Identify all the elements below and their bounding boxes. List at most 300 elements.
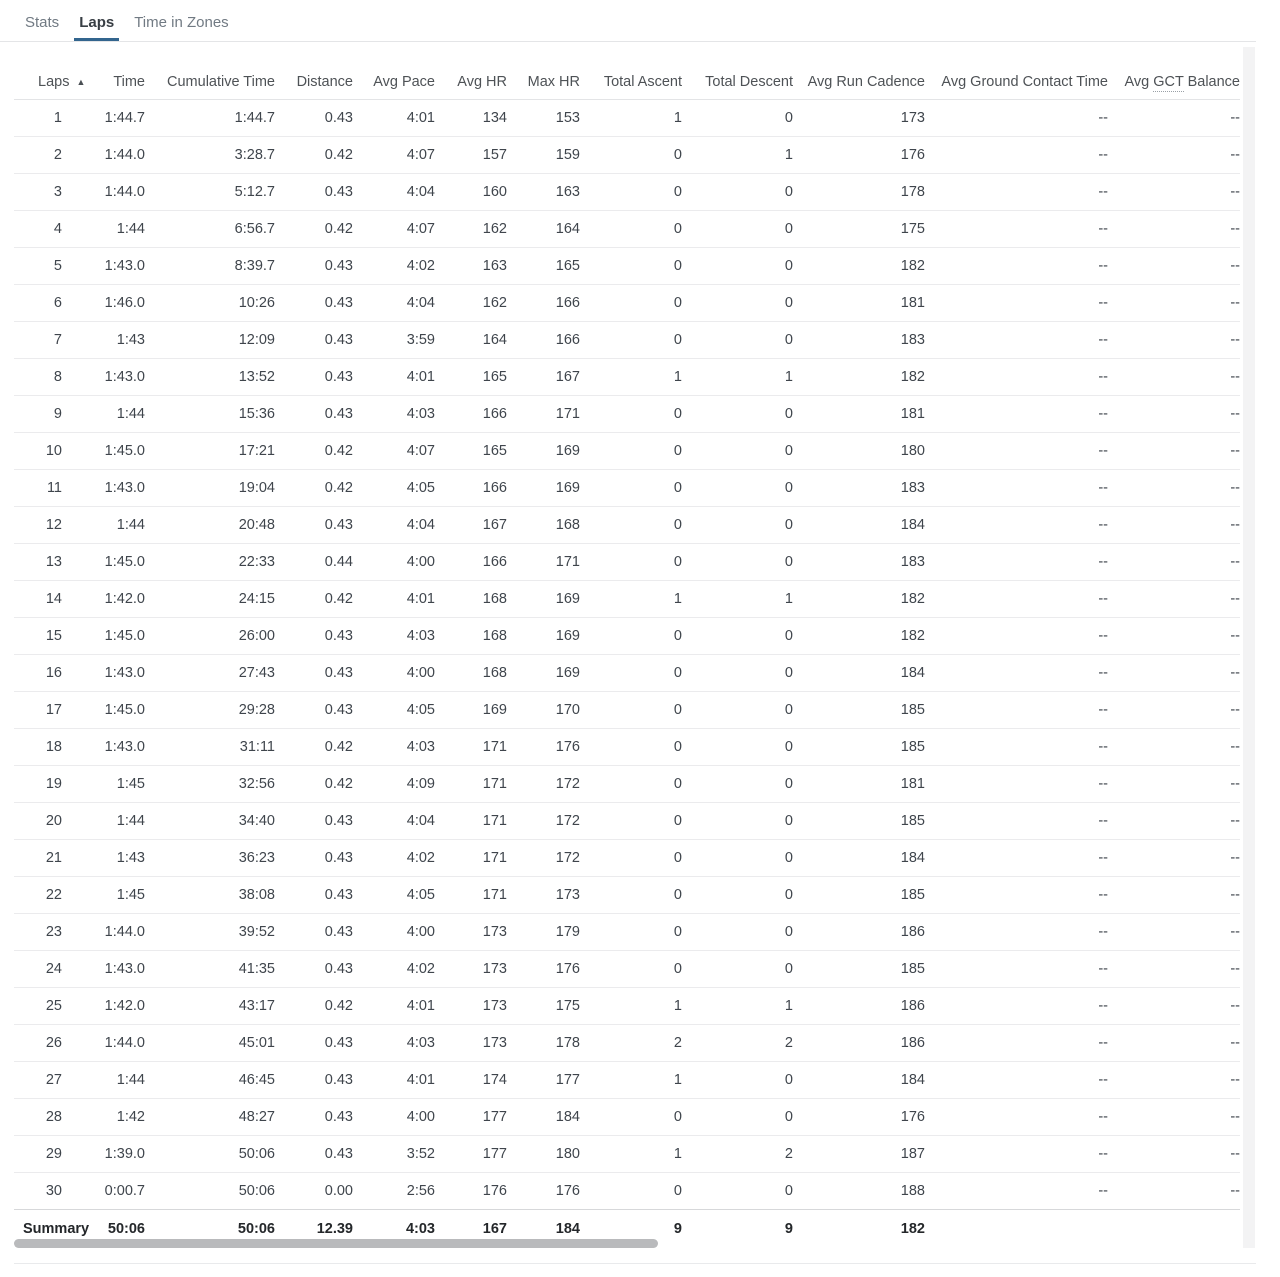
lap-cell: -- bbox=[1108, 1099, 1240, 1136]
lap-row-28 bbox=[14, 1099, 1240, 1136]
lap-cell: 4:01 bbox=[353, 581, 435, 618]
gct-abbreviation: GCT bbox=[1153, 73, 1184, 90]
lap-cell: 183 bbox=[793, 470, 925, 507]
lap-cell: 178 bbox=[793, 174, 925, 211]
lap-cell: 185 bbox=[793, 729, 925, 766]
lap-cell: 1 bbox=[682, 988, 793, 1025]
lap-cell: 0 bbox=[682, 803, 793, 840]
lap-cell: 4:07 bbox=[353, 211, 435, 248]
horizontal-scrollbar-thumb[interactable] bbox=[14, 1239, 658, 1248]
lap-cell: 172 bbox=[507, 766, 580, 803]
lap-cell: 0.43 bbox=[275, 803, 353, 840]
lap-cell: -- bbox=[1108, 951, 1240, 988]
lap-cell: 1:44.0 bbox=[62, 914, 145, 951]
lap-cell: 184 bbox=[793, 507, 925, 544]
lap-cell: 8 bbox=[14, 359, 62, 396]
lap-cell: -- bbox=[925, 396, 1108, 433]
lap-cell: 169 bbox=[507, 618, 580, 655]
lap-cell: 0.00 bbox=[324, 1183, 353, 1199]
lap-cell: 0 bbox=[580, 322, 682, 359]
lap-cell: 0 bbox=[580, 396, 682, 433]
lap-cell: 14 bbox=[14, 581, 62, 618]
lap-cell: 24:15 bbox=[145, 581, 275, 618]
lap-row-24 bbox=[14, 951, 1240, 988]
lap-cell: 0.43 bbox=[275, 396, 353, 433]
lap-cell: 4:03 bbox=[353, 396, 435, 433]
lap-cell: 1:45.0 bbox=[62, 433, 145, 470]
lap-cell: 0 bbox=[682, 248, 793, 285]
lap-cell: 165 bbox=[435, 359, 507, 396]
lap-cell: 187 bbox=[793, 1136, 925, 1173]
lap-cell: 1:43.0 bbox=[62, 729, 145, 766]
lap-cell: -- bbox=[925, 137, 1108, 174]
lap-cell: 1:44 bbox=[62, 211, 145, 248]
lap-cell: 0 bbox=[580, 1099, 682, 1136]
lap-cell: 0 bbox=[682, 211, 793, 248]
lap-cell: 1 bbox=[580, 1062, 682, 1099]
lap-row-9 bbox=[14, 396, 1240, 433]
lap-cell: 6:56.7 bbox=[145, 211, 275, 248]
lap-cell: 171 bbox=[507, 396, 580, 433]
lap-cell: 11 bbox=[14, 470, 62, 507]
sort-ascending-icon: ▲ bbox=[76, 76, 86, 87]
lap-cell: -- bbox=[1108, 137, 1240, 174]
lap-cell: 1:45 bbox=[62, 766, 145, 803]
lap-cell: 172 bbox=[507, 803, 580, 840]
lap-cell: 182 bbox=[793, 248, 925, 285]
lap-cell: -- bbox=[1108, 544, 1240, 581]
lap-cell: 188 bbox=[900, 1183, 925, 1199]
lap-cell: 0 bbox=[580, 840, 682, 877]
tab-time-in-zones[interactable]: Time in Zones bbox=[134, 14, 229, 31]
lap-cell: 178 bbox=[507, 1025, 580, 1062]
lap-cell: -- bbox=[925, 359, 1108, 396]
lap-cell: 0 bbox=[682, 1099, 793, 1136]
lap-cell: 0 bbox=[682, 470, 793, 507]
lap-cell: 4:04 bbox=[353, 803, 435, 840]
lap-row-25 bbox=[14, 988, 1240, 1025]
lap-cell: 1:44 bbox=[62, 396, 145, 433]
lap-cell: 171 bbox=[507, 544, 580, 581]
lap-cell: 4:01 bbox=[353, 988, 435, 1025]
lap-cell: 4:05 bbox=[353, 692, 435, 729]
lap-cell: 13 bbox=[14, 544, 62, 581]
lap-cell: 174 bbox=[435, 1062, 507, 1099]
lap-cell: 36:23 bbox=[145, 840, 275, 877]
lap-cell: 173 bbox=[435, 951, 507, 988]
lap-cell: 38:08 bbox=[145, 877, 275, 914]
lap-cell: 181 bbox=[793, 766, 925, 803]
lap-cell: -- bbox=[925, 174, 1108, 211]
summary-cell: 182 bbox=[793, 1210, 925, 1248]
lap-cell: 173 bbox=[507, 877, 580, 914]
lap-cell: 1 bbox=[14, 100, 62, 137]
lap-row-3 bbox=[14, 174, 1240, 211]
lap-cell: 1:43.0 bbox=[62, 248, 145, 285]
lap-cell: 15:36 bbox=[145, 396, 275, 433]
lap-cell: 1:44 bbox=[62, 803, 145, 840]
lap-row-5 bbox=[14, 248, 1240, 285]
lap-cell: 1:45.0 bbox=[62, 692, 145, 729]
lap-cell: -- bbox=[1108, 285, 1240, 322]
lap-cell: 175 bbox=[793, 211, 925, 248]
column-header-avg-hr[interactable]: Avg HR bbox=[435, 64, 507, 100]
lap-cell: 0 bbox=[682, 914, 793, 951]
lap-cell: 1:42 bbox=[62, 1099, 145, 1136]
lap-cell: -- bbox=[925, 729, 1108, 766]
lap-cell: 177 bbox=[435, 1136, 507, 1173]
lap-cell: 50:06 bbox=[145, 1136, 275, 1173]
lap-cell: -- bbox=[1108, 766, 1240, 803]
lap-row-19 bbox=[14, 766, 1240, 803]
lap-cell: 0 bbox=[682, 766, 793, 803]
lap-cell: -- bbox=[925, 914, 1108, 951]
lap-cell: 3 bbox=[14, 174, 62, 211]
lap-cell: 4 bbox=[14, 211, 62, 248]
lap-cell: 26:00 bbox=[145, 618, 275, 655]
lap-cell: 185 bbox=[793, 692, 925, 729]
lap-cell: -- bbox=[925, 877, 1108, 914]
lap-cell: -- bbox=[1108, 433, 1240, 470]
lap-cell: -- bbox=[1108, 988, 1240, 1025]
lap-cell: -- bbox=[925, 1099, 1108, 1136]
lap-cell: 157 bbox=[435, 137, 507, 174]
lap-cell: 163 bbox=[507, 174, 580, 211]
lap-cell: 2 bbox=[682, 1136, 793, 1173]
lap-cell: 30 bbox=[45, 1183, 62, 1199]
lap-cell: 48:27 bbox=[145, 1099, 275, 1136]
lap-cell: 184 bbox=[507, 1099, 580, 1136]
lap-cell: 186 bbox=[793, 988, 925, 1025]
lap-cell: 3:52 bbox=[353, 1136, 435, 1173]
lap-cell: 1:44.0 bbox=[62, 1025, 145, 1062]
lap-cell: 185 bbox=[793, 877, 925, 914]
lap-cell: 28 bbox=[14, 1099, 62, 1136]
lap-cell: 0 bbox=[682, 840, 793, 877]
tab-bar bbox=[0, 0, 1256, 42]
lap-cell: 0.43 bbox=[275, 322, 353, 359]
lap-row-2 bbox=[14, 137, 1240, 174]
lap-cell: 1 bbox=[682, 137, 793, 174]
lap-cell: 0.43 bbox=[275, 618, 353, 655]
lap-cell: 1:43.0 bbox=[62, 951, 145, 988]
lap-cell: -- bbox=[925, 988, 1108, 1025]
lap-cell: 1:45.0 bbox=[62, 544, 145, 581]
lap-cell: 185 bbox=[793, 803, 925, 840]
lap-row-17 bbox=[14, 692, 1240, 729]
summary-cell: 50:06 bbox=[145, 1210, 275, 1248]
lap-row-7 bbox=[14, 322, 1240, 359]
lap-cell: 167 bbox=[507, 359, 580, 396]
lap-cell: 0.43 bbox=[275, 248, 353, 285]
lap-cell: -- bbox=[1108, 729, 1240, 766]
lap-row-1 bbox=[14, 100, 1240, 137]
lap-cell: 0:00.7 bbox=[104, 1183, 145, 1199]
lap-row-11 bbox=[14, 470, 1240, 507]
lap-cell: 179 bbox=[507, 914, 580, 951]
lap-cell: -- bbox=[1108, 692, 1240, 729]
lap-cell: 183 bbox=[793, 322, 925, 359]
lap-cell: -- bbox=[925, 1025, 1108, 1062]
lap-cell: 164 bbox=[507, 211, 580, 248]
lap-cell: 0.42 bbox=[275, 729, 353, 766]
lap-cell: 22 bbox=[14, 877, 62, 914]
lap-cell: 176 bbox=[555, 1183, 580, 1199]
lap-row-8 bbox=[14, 359, 1240, 396]
lap-cell: 176 bbox=[507, 951, 580, 988]
lap-cell: 1:43.0 bbox=[62, 470, 145, 507]
lap-cell: 0.43 bbox=[275, 174, 353, 211]
column-header-laps[interactable]: Laps ▲ bbox=[14, 64, 62, 100]
lap-cell: 182 bbox=[793, 618, 925, 655]
lap-cell: 0.44 bbox=[275, 544, 353, 581]
lap-cell: 17:21 bbox=[145, 433, 275, 470]
lap-cell: 0 bbox=[682, 433, 793, 470]
lap-cell: 0 bbox=[580, 692, 682, 729]
lap-cell: 171 bbox=[435, 766, 507, 803]
lap-cell: -- bbox=[1108, 211, 1240, 248]
lap-cell: 166 bbox=[507, 322, 580, 359]
lap-cell: 12 bbox=[14, 507, 62, 544]
lap-cell: 4:00 bbox=[353, 1099, 435, 1136]
lap-cell: 1:44.0 bbox=[62, 174, 145, 211]
lap-cell: 4:02 bbox=[353, 248, 435, 285]
lap-cell: 0.42 bbox=[275, 433, 353, 470]
lap-cell: 4:00 bbox=[353, 544, 435, 581]
lap-cell: 0.43 bbox=[275, 951, 353, 988]
lap-cell: 4:03 bbox=[353, 618, 435, 655]
lap-cell: 183 bbox=[793, 544, 925, 581]
lap-row-4 bbox=[14, 211, 1240, 248]
lap-cell: 15 bbox=[14, 618, 62, 655]
lap-cell: 0 bbox=[682, 174, 793, 211]
lap-row-16 bbox=[14, 655, 1240, 692]
lap-cell: -- bbox=[1108, 840, 1240, 877]
column-header-total-descent[interactable]: Total Descent bbox=[682, 64, 793, 100]
lap-cell: 1 bbox=[580, 359, 682, 396]
lap-cell: 0.43 bbox=[275, 1062, 353, 1099]
lap-row-21 bbox=[14, 840, 1240, 877]
lap-cell: 0 bbox=[682, 100, 793, 137]
lap-cell: 4:03 bbox=[353, 729, 435, 766]
lap-cell: 0.42 bbox=[275, 211, 353, 248]
lap-cell: 41:35 bbox=[145, 951, 275, 988]
lap-cell: 1:45 bbox=[62, 877, 145, 914]
lap-cell: 4:01 bbox=[353, 100, 435, 137]
lap-cell: 22:33 bbox=[145, 544, 275, 581]
lap-cell: 180 bbox=[793, 433, 925, 470]
lap-cell: 0 bbox=[673, 1183, 682, 1199]
lap-row-23 bbox=[14, 914, 1240, 951]
lap-cell: -- bbox=[1108, 1062, 1240, 1099]
lap-cell: -- bbox=[925, 544, 1108, 581]
lap-cell: 0 bbox=[682, 396, 793, 433]
lap-cell: 166 bbox=[435, 544, 507, 581]
lap-cell: 1:42.0 bbox=[62, 581, 145, 618]
column-header-avg-pace[interactable]: Avg Pace bbox=[353, 64, 435, 100]
lap-cell: -- bbox=[1108, 618, 1240, 655]
column-header-cumulative-time[interactable]: Cumulative Time bbox=[145, 64, 275, 100]
lap-cell: 166 bbox=[507, 285, 580, 322]
lap-cell: 4:02 bbox=[353, 951, 435, 988]
lap-cell: 168 bbox=[507, 507, 580, 544]
lap-cell: 0 bbox=[580, 766, 682, 803]
lap-cell: 4:01 bbox=[353, 359, 435, 396]
lap-cell: -- bbox=[925, 100, 1108, 137]
summary-cell: 4:03 bbox=[353, 1210, 435, 1248]
lap-cell: 176 bbox=[507, 729, 580, 766]
lap-cell: 0.43 bbox=[275, 359, 353, 396]
column-header-avg-ground-contact-time[interactable]: Avg Ground Contact Time bbox=[925, 64, 1108, 100]
lap-cell: -- bbox=[925, 618, 1108, 655]
lap-cell: 1:46.0 bbox=[62, 285, 145, 322]
lap-cell: 182 bbox=[793, 581, 925, 618]
lap-cell: -- bbox=[1098, 1183, 1108, 1199]
tab-laps[interactable]: Laps bbox=[74, 0, 119, 41]
lap-cell: 1:44 bbox=[62, 507, 145, 544]
lap-cell: -- bbox=[1108, 581, 1240, 618]
lap-cell: 10:26 bbox=[145, 285, 275, 322]
lap-cell: 19:04 bbox=[145, 470, 275, 507]
lap-cell: -- bbox=[1108, 1136, 1240, 1173]
lap-cell: 0 bbox=[580, 174, 682, 211]
lap-cell: 167 bbox=[435, 507, 507, 544]
lap-cell: 1:39.0 bbox=[62, 1136, 145, 1173]
lap-cell: 1:43.0 bbox=[62, 655, 145, 692]
lap-cell: 172 bbox=[507, 840, 580, 877]
lap-cell: 46:45 bbox=[145, 1062, 275, 1099]
lap-cell: 9 bbox=[14, 396, 62, 433]
lap-cell: 20:48 bbox=[145, 507, 275, 544]
lap-cell: 1:42.0 bbox=[62, 988, 145, 1025]
lap-cell: 4:05 bbox=[353, 877, 435, 914]
lap-cell: -- bbox=[1108, 803, 1240, 840]
lap-cell: 0.42 bbox=[275, 581, 353, 618]
lap-cell: -- bbox=[925, 581, 1108, 618]
lap-cell: 0 bbox=[580, 433, 682, 470]
lap-cell: 0 bbox=[580, 285, 682, 322]
summary-cell bbox=[925, 1210, 1108, 1248]
lap-cell: 1:43 bbox=[62, 322, 145, 359]
lap-cell: 185 bbox=[793, 951, 925, 988]
summary-cell: 167 bbox=[435, 1210, 507, 1248]
lap-cell: 1:44.0 bbox=[62, 137, 145, 174]
lap-cell: 168 bbox=[435, 581, 507, 618]
lap-cell: -- bbox=[925, 766, 1108, 803]
lap-cell: 176 bbox=[793, 137, 925, 174]
lap-cell: 0.43 bbox=[275, 1136, 353, 1173]
lap-cell: 169 bbox=[507, 470, 580, 507]
lap-row-29 bbox=[14, 1136, 1240, 1173]
lap-cell: 4:09 bbox=[353, 766, 435, 803]
lap-cell: 25 bbox=[14, 988, 62, 1025]
lap-cell: -- bbox=[1108, 174, 1240, 211]
lap-cell: 17 bbox=[14, 692, 62, 729]
lap-cell: 0 bbox=[682, 544, 793, 581]
lap-cell: 1 bbox=[580, 988, 682, 1025]
column-header-total-ascent[interactable]: Total Ascent bbox=[580, 64, 682, 100]
lap-cell: 181 bbox=[793, 396, 925, 433]
lap-cell: 0 bbox=[580, 470, 682, 507]
lap-cell: 4:03 bbox=[353, 1025, 435, 1062]
lap-cell: 170 bbox=[507, 692, 580, 729]
lap-cell: 27 bbox=[14, 1062, 62, 1099]
lap-cell: 4:01 bbox=[353, 1062, 435, 1099]
column-header-distance[interactable]: Distance bbox=[275, 64, 353, 100]
lap-cell: 134 bbox=[435, 100, 507, 137]
lap-cell: 16 bbox=[14, 655, 62, 692]
lap-row-6 bbox=[14, 285, 1240, 322]
laps-table bbox=[14, 64, 1240, 1247]
lap-cell: 0.43 bbox=[275, 285, 353, 322]
lap-cell: 182 bbox=[793, 359, 925, 396]
lap-cell: 186 bbox=[793, 914, 925, 951]
lap-cell: 176 bbox=[482, 1183, 507, 1199]
lap-cell: 4:07 bbox=[353, 433, 435, 470]
column-header-avg-gct-balance[interactable]: Avg GCT Balance bbox=[1108, 64, 1240, 100]
lap-cell: 20 bbox=[14, 803, 62, 840]
lap-cell: 173 bbox=[435, 914, 507, 951]
lap-cell: 1 bbox=[682, 359, 793, 396]
lap-cell: -- bbox=[925, 211, 1108, 248]
lap-cell: 0 bbox=[580, 544, 682, 581]
lap-cell: 4:04 bbox=[353, 285, 435, 322]
lap-cell: -- bbox=[925, 433, 1108, 470]
lap-row-14 bbox=[14, 581, 1240, 618]
lap-cell: 0 bbox=[580, 951, 682, 988]
lap-cell: 181 bbox=[793, 285, 925, 322]
lap-cell: 171 bbox=[435, 840, 507, 877]
lap-cell: 29 bbox=[14, 1136, 62, 1173]
lap-cell: 2 bbox=[682, 1025, 793, 1062]
lap-cell: 1:44.7 bbox=[62, 100, 145, 137]
lap-cell: -- bbox=[1108, 470, 1240, 507]
lap-cell: 0 bbox=[580, 914, 682, 951]
lap-cell: 0 bbox=[580, 507, 682, 544]
lap-cell: -- bbox=[925, 248, 1108, 285]
column-header-max-hr[interactable]: Max HR bbox=[507, 64, 580, 100]
laps-table-container bbox=[14, 64, 1256, 1264]
lap-cell: 34:40 bbox=[145, 803, 275, 840]
lap-cell: 171 bbox=[435, 877, 507, 914]
lap-cell: 0.42 bbox=[275, 988, 353, 1025]
lap-cell: 159 bbox=[507, 137, 580, 174]
lap-cell: 50:06 bbox=[238, 1183, 275, 1199]
lap-cell: -- bbox=[1108, 877, 1240, 914]
lap-cell: 8:39.7 bbox=[145, 248, 275, 285]
summary-cell: 12.39 bbox=[275, 1210, 353, 1248]
lap-cell: 5:12.7 bbox=[145, 174, 275, 211]
column-header-avg-run-cadence[interactable]: Avg Run Cadence bbox=[793, 64, 925, 100]
lap-cell: 176 bbox=[793, 1099, 925, 1136]
summary-cell bbox=[1108, 1210, 1240, 1248]
lap-cell: 0.43 bbox=[275, 1025, 353, 1062]
lap-cell: 163 bbox=[435, 248, 507, 285]
column-header-time[interactable]: Time bbox=[62, 64, 145, 100]
lap-row-13 bbox=[14, 544, 1240, 581]
lap-cell: 12:09 bbox=[145, 322, 275, 359]
lap-cell: 160 bbox=[435, 174, 507, 211]
lap-cell: 1:44 bbox=[62, 1062, 145, 1099]
lap-cell: 0 bbox=[682, 618, 793, 655]
lap-cell: 0.43 bbox=[275, 1099, 353, 1136]
lap-cell: 173 bbox=[435, 988, 507, 1025]
tab-stats[interactable]: Stats bbox=[25, 14, 60, 31]
lap-cell: 1:45.0 bbox=[62, 618, 145, 655]
lap-cell: 162 bbox=[435, 285, 507, 322]
lap-cell: 2:56 bbox=[406, 1183, 435, 1199]
lap-cell: 168 bbox=[435, 655, 507, 692]
